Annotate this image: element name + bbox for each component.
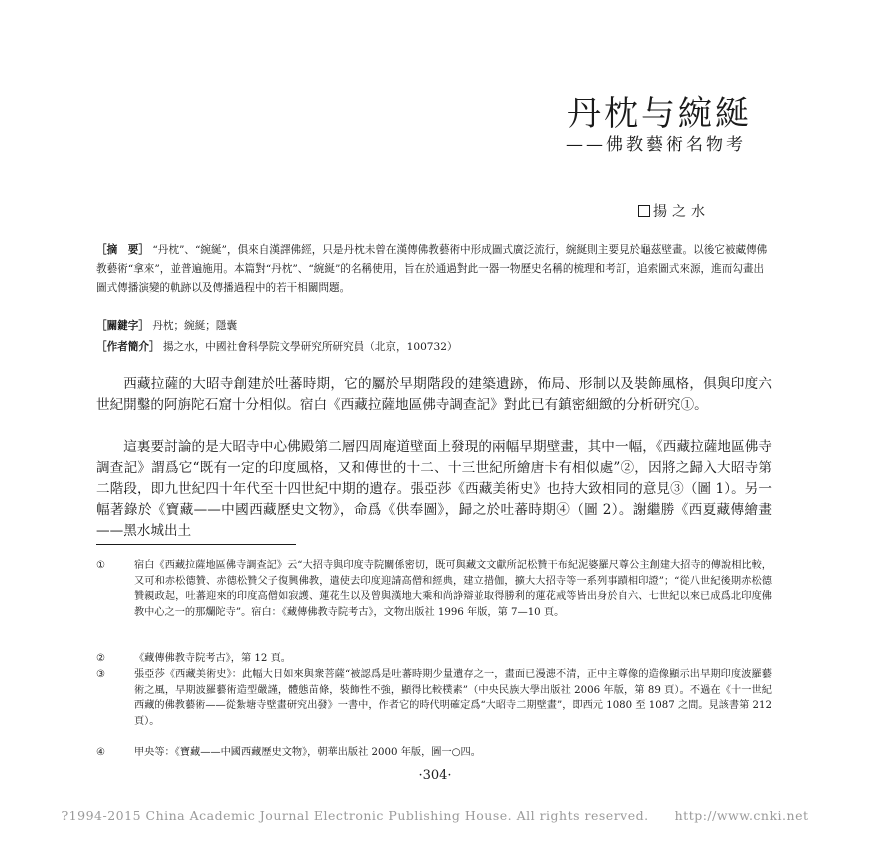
keywords-text: 丹枕；綩綖；隱囊: [152, 320, 238, 332]
keywords-tag: ［關鍵字］: [96, 320, 149, 332]
author-byline: [638, 201, 710, 221]
footnote-1-num: ①: [96, 560, 106, 571]
author-intro: [96, 339, 458, 354]
author-name: 揚之水: [653, 204, 710, 220]
abstract-tag: ［摘 要］: [96, 244, 149, 256]
footnote-1-text: 宿白《西藏拉薩地區佛寺調查記》云“大招寺與印度寺院關係密切，既可與藏文文獻所記松贊干布紀泥婆羅尺尊公主創建大招寺的傳說相比較，又可和赤松德贊、赤德松贊父子復興佛教，遣使去印度迎請高僧和經典，建立措伽，擴大大招寺等一系列事蹟相印證”；“從八世紀後期赤松德贊親政起，吐蕃迎來的印度高僧如寂護、蓮花生以及曾與漢地大乘和尚諍辯並取得勝利的蓮花戒等皆出身於自六、七世紀以來已成爲北印度佛教中心之一的那爛陀寺”。宿白：《藏傳佛教寺院考古》，文物出版社 1996 年版，第 7—10 頁。: [134, 560, 772, 618]
footnote-3-num: ③: [96, 669, 106, 680]
abstract-text: “丹枕”、“綩綖”，俱來自漢譯佛經，只是丹枕未曾在漢傳佛教藝術中形成圖式廣泛流行，綩綖則主要見於龜茲壁畫。以後它被藏傳佛教藝術“拿來”，並普遍施用。本篇對“丹枕”、“綩綖”的名稱使用，旨在於通過對此一器一物歷史名稱的梳理和考訂，追索圖式來源，進而勾畫出圖式傳播演變的軌跡以及傳播過程中的若干相關問題。: [96, 244, 768, 294]
footnote-1: [96, 558, 772, 620]
page-number: ·304·: [418, 768, 452, 783]
abstract: [96, 241, 772, 298]
footnote-3-text: 張亞莎《西藏美術史》：此幅大日如來與衆菩薩“被認爲是吐蕃時期少量遺存之一，畫面已漫漶不清，正中主尊像的造像顯示出早期印度波羅藝術之風，早期波羅藝術造型嚴謹，體態苗條，裝飾性不強，顯得比較樸素”（中央民族大學出版社 2006 年版，第 89 頁）。不過在《十一世紀西藏的佛教藝術——從紮塘寺壁畫研究出發》一書中，作者它的時代明確定爲“大昭寺二期壁畫”，即西元 1080 至 1087 之間。見該書第 212 頁）。: [134, 669, 772, 727]
footnote-2-text: 《藏傳佛教寺院考古》，第 12 頁。: [134, 653, 291, 664]
footnote-3: [96, 667, 772, 729]
footnote-4-num: ④: [96, 747, 106, 758]
body-paragraph-1: 西藏拉薩的大昭寺創建於吐蕃時期，它的屬於早期階段的建築遺跡，佈局、形制以及裝飾風格，俱與印度六世紀開鑿的阿旃陀石窟十分相似。宿白《西藏拉薩地區佛寺調查記》對此已有鎮密細緻的分析研究①。: [96, 376, 772, 413]
article-subtitle: ——佛教藝術名物考: [566, 135, 746, 155]
article-title: 丹枕与綩綖: [567, 94, 752, 134]
author-intro-tag: ［作者簡介］: [96, 341, 160, 353]
square-icon: [638, 205, 650, 217]
author-intro-text: 揚之水，中國社會科學院文學研究所研究員（北京，100732）: [162, 341, 458, 353]
footnote-4-text: 甲央等：《寶藏——中國西藏歷史文物》，朝華出版社 2000 年版，圖一○四。: [134, 747, 481, 758]
copyright-footer: ?1994-2015 China Academic Journal Electronic Publishing House. All rights reserved. http://www.cnki.net: [61, 808, 809, 823]
footnote-4: [96, 745, 772, 761]
keywords: [96, 318, 237, 333]
body-paragraph-2: 這裏要討論的是大昭寺中心佛殿第二層四周庵道壁面上發現的兩幅早期壁畫，其中一幅，《西藏拉薩地區佛寺調查記》謂爲它“既有一定的印度風格，又和傳世的十二、十三世紀所繪唐卡有相似處”②，因將之歸入大昭寺第二階段，即九世紀四十年代至十四世紀中期的遺存。張亞莎《西藏美術史》也持大致相同的意見③（圖 1）。另一幅著錄於《寶藏——中國西藏歷史文物》，命爲《供奉圖》，歸之於吐蕃時期④（圖 2）。謝繼勝《西夏藏傳繪畫——黑水城出土: [96, 439, 772, 539]
footnote-2: [96, 651, 772, 667]
footnote-rule: [96, 544, 296, 545]
footnote-2-num: ②: [96, 653, 106, 664]
